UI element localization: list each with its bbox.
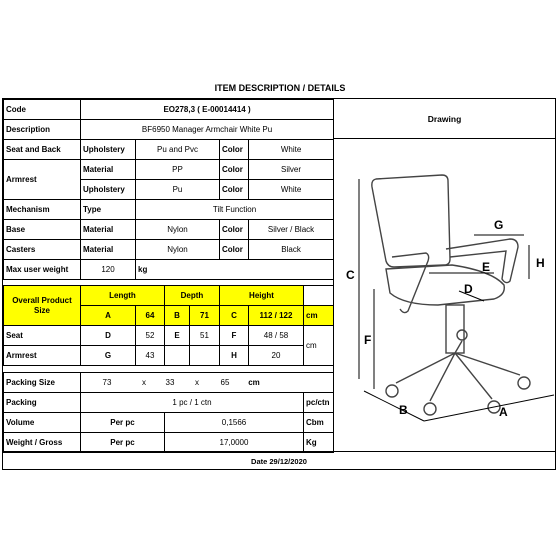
overall-height: Height bbox=[220, 286, 304, 306]
label-f: F bbox=[364, 333, 372, 347]
row-code bbox=[4, 100, 334, 120]
label-d: D bbox=[464, 282, 473, 296]
overall-b-value: 71 bbox=[190, 306, 220, 326]
armrest-h-value: 20 bbox=[249, 346, 304, 366]
weight-per: Per pc bbox=[81, 433, 165, 453]
base-label: Base bbox=[4, 220, 81, 240]
armrest-val2: Silver bbox=[249, 160, 334, 180]
overall-a: A bbox=[81, 306, 136, 326]
packing-size-unit: cm bbox=[248, 377, 260, 387]
packing-size-label: Packing Size bbox=[4, 373, 81, 393]
seat-label: Seat bbox=[4, 326, 81, 346]
overall-unit: cm bbox=[304, 306, 334, 326]
casters-val1: Nylon bbox=[136, 240, 220, 260]
overall-b: B bbox=[165, 306, 190, 326]
overall-c-value: 112 / 122 bbox=[249, 306, 304, 326]
armrest-h: H bbox=[220, 346, 249, 366]
code-label: Code bbox=[4, 100, 81, 120]
base-key2: Color bbox=[220, 220, 249, 240]
overall-label: Overall Product Size bbox=[4, 286, 81, 326]
volume-per: Per pc bbox=[81, 413, 165, 433]
row-seat-dim bbox=[4, 326, 334, 346]
armrest-val1: PP bbox=[136, 160, 220, 180]
seat-back-key2: Color bbox=[220, 140, 249, 160]
volume-value: 0,1566 bbox=[165, 413, 304, 433]
armrest-key1: Material bbox=[81, 160, 136, 180]
row-packing bbox=[4, 393, 334, 413]
packing-value: 1 pc / 1 ctn bbox=[81, 393, 304, 413]
casters-label: Casters bbox=[4, 240, 81, 260]
armrest-label: Armrest bbox=[4, 160, 81, 200]
armrest-g-value: 43 bbox=[136, 346, 165, 366]
row-mechanism bbox=[4, 200, 334, 220]
description-label: Description bbox=[4, 120, 81, 140]
label-c: C bbox=[346, 268, 355, 282]
row-max-weight bbox=[4, 260, 334, 280]
packing-unit: pc/ctn bbox=[304, 393, 334, 413]
seat-d: D bbox=[81, 326, 136, 346]
weight-label: Weight / Gross bbox=[4, 433, 81, 453]
mechanism-key: Type bbox=[81, 200, 136, 220]
label-h: H bbox=[536, 256, 545, 270]
overall-depth: Depth bbox=[165, 286, 220, 306]
label-g: G bbox=[494, 218, 504, 232]
packing-size-height: 65 bbox=[220, 377, 230, 387]
packing-size-width: 33 bbox=[165, 377, 175, 387]
description-value: BF6950 Manager Armchair White Pu bbox=[81, 120, 334, 140]
base-val1: Nylon bbox=[136, 220, 220, 240]
row-overall-head bbox=[4, 286, 334, 306]
seat-f-value: 48 / 58 bbox=[249, 326, 304, 346]
label-a: A bbox=[499, 405, 508, 419]
chair-diagram bbox=[334, 139, 556, 451]
packing-size-x1: x bbox=[142, 377, 146, 387]
armrest-val3: Pu bbox=[136, 180, 220, 200]
seat-unit: cm bbox=[304, 326, 334, 366]
row-description bbox=[4, 120, 334, 140]
row-seat-back bbox=[4, 140, 334, 160]
armrest-g: G bbox=[81, 346, 136, 366]
armrest-key4: Color bbox=[220, 180, 249, 200]
armrest-dim-label: Armrest bbox=[4, 346, 81, 366]
weight-value: 17,0000 bbox=[165, 433, 304, 453]
date-footer: Date 29/12/2020 bbox=[3, 451, 555, 471]
row-armrest-1 bbox=[4, 160, 334, 180]
overall-length: Length bbox=[81, 286, 165, 306]
max-weight-value: 120 bbox=[81, 260, 136, 280]
row-packing-size bbox=[4, 373, 334, 393]
weight-unit: Kg bbox=[304, 433, 334, 453]
overall-a-value: 64 bbox=[136, 306, 165, 326]
armrest-val4: White bbox=[249, 180, 334, 200]
row-casters bbox=[4, 240, 334, 260]
seat-back-val2: White bbox=[249, 140, 334, 160]
row-base bbox=[4, 220, 334, 240]
label-e: E bbox=[482, 260, 491, 274]
seat-f: F bbox=[220, 326, 249, 346]
page-title: ITEM DESCRIPTION / DETAILS bbox=[214, 83, 346, 93]
mechanism-val: Tilt Function bbox=[136, 200, 334, 220]
seat-e-value: 51 bbox=[190, 326, 220, 346]
casters-key2: Color bbox=[220, 240, 249, 260]
armrest-key2: Color bbox=[220, 160, 249, 180]
spec-sheet bbox=[2, 98, 556, 470]
volume-unit: Cbm bbox=[304, 413, 334, 433]
seat-d-value: 52 bbox=[136, 326, 165, 346]
spec-table bbox=[3, 99, 334, 453]
row-weight bbox=[4, 433, 334, 453]
mechanism-label: Mechanism bbox=[4, 200, 81, 220]
row-volume bbox=[4, 413, 334, 433]
max-weight-unit: kg bbox=[136, 260, 165, 280]
seat-back-key1: Upholstery bbox=[81, 140, 136, 160]
base-val2: Silver / Black bbox=[249, 220, 334, 240]
seat-back-label: Seat and Back bbox=[4, 140, 81, 160]
chair-drawing bbox=[333, 139, 555, 451]
overall-c: C bbox=[220, 306, 249, 326]
seat-e: E bbox=[165, 326, 190, 346]
code-value: EO278,3 ( E-00014414 ) bbox=[81, 100, 334, 120]
packing-size-x2: x bbox=[195, 377, 199, 387]
base-key1: Material bbox=[81, 220, 136, 240]
armrest-key3: Upholstery bbox=[81, 180, 136, 200]
packing-size-length: 73 bbox=[102, 377, 112, 387]
seat-back-val1: Pu and Pvc bbox=[136, 140, 220, 160]
packing-label: Packing bbox=[4, 393, 81, 413]
row-armrest-dim bbox=[4, 346, 334, 366]
casters-val2: Black bbox=[249, 240, 334, 260]
casters-key1: Material bbox=[81, 240, 136, 260]
volume-label: Volume bbox=[4, 413, 81, 433]
drawing-label: Drawing bbox=[333, 99, 555, 139]
label-b: B bbox=[399, 403, 408, 417]
max-weight-label: Max user weight bbox=[4, 260, 81, 280]
